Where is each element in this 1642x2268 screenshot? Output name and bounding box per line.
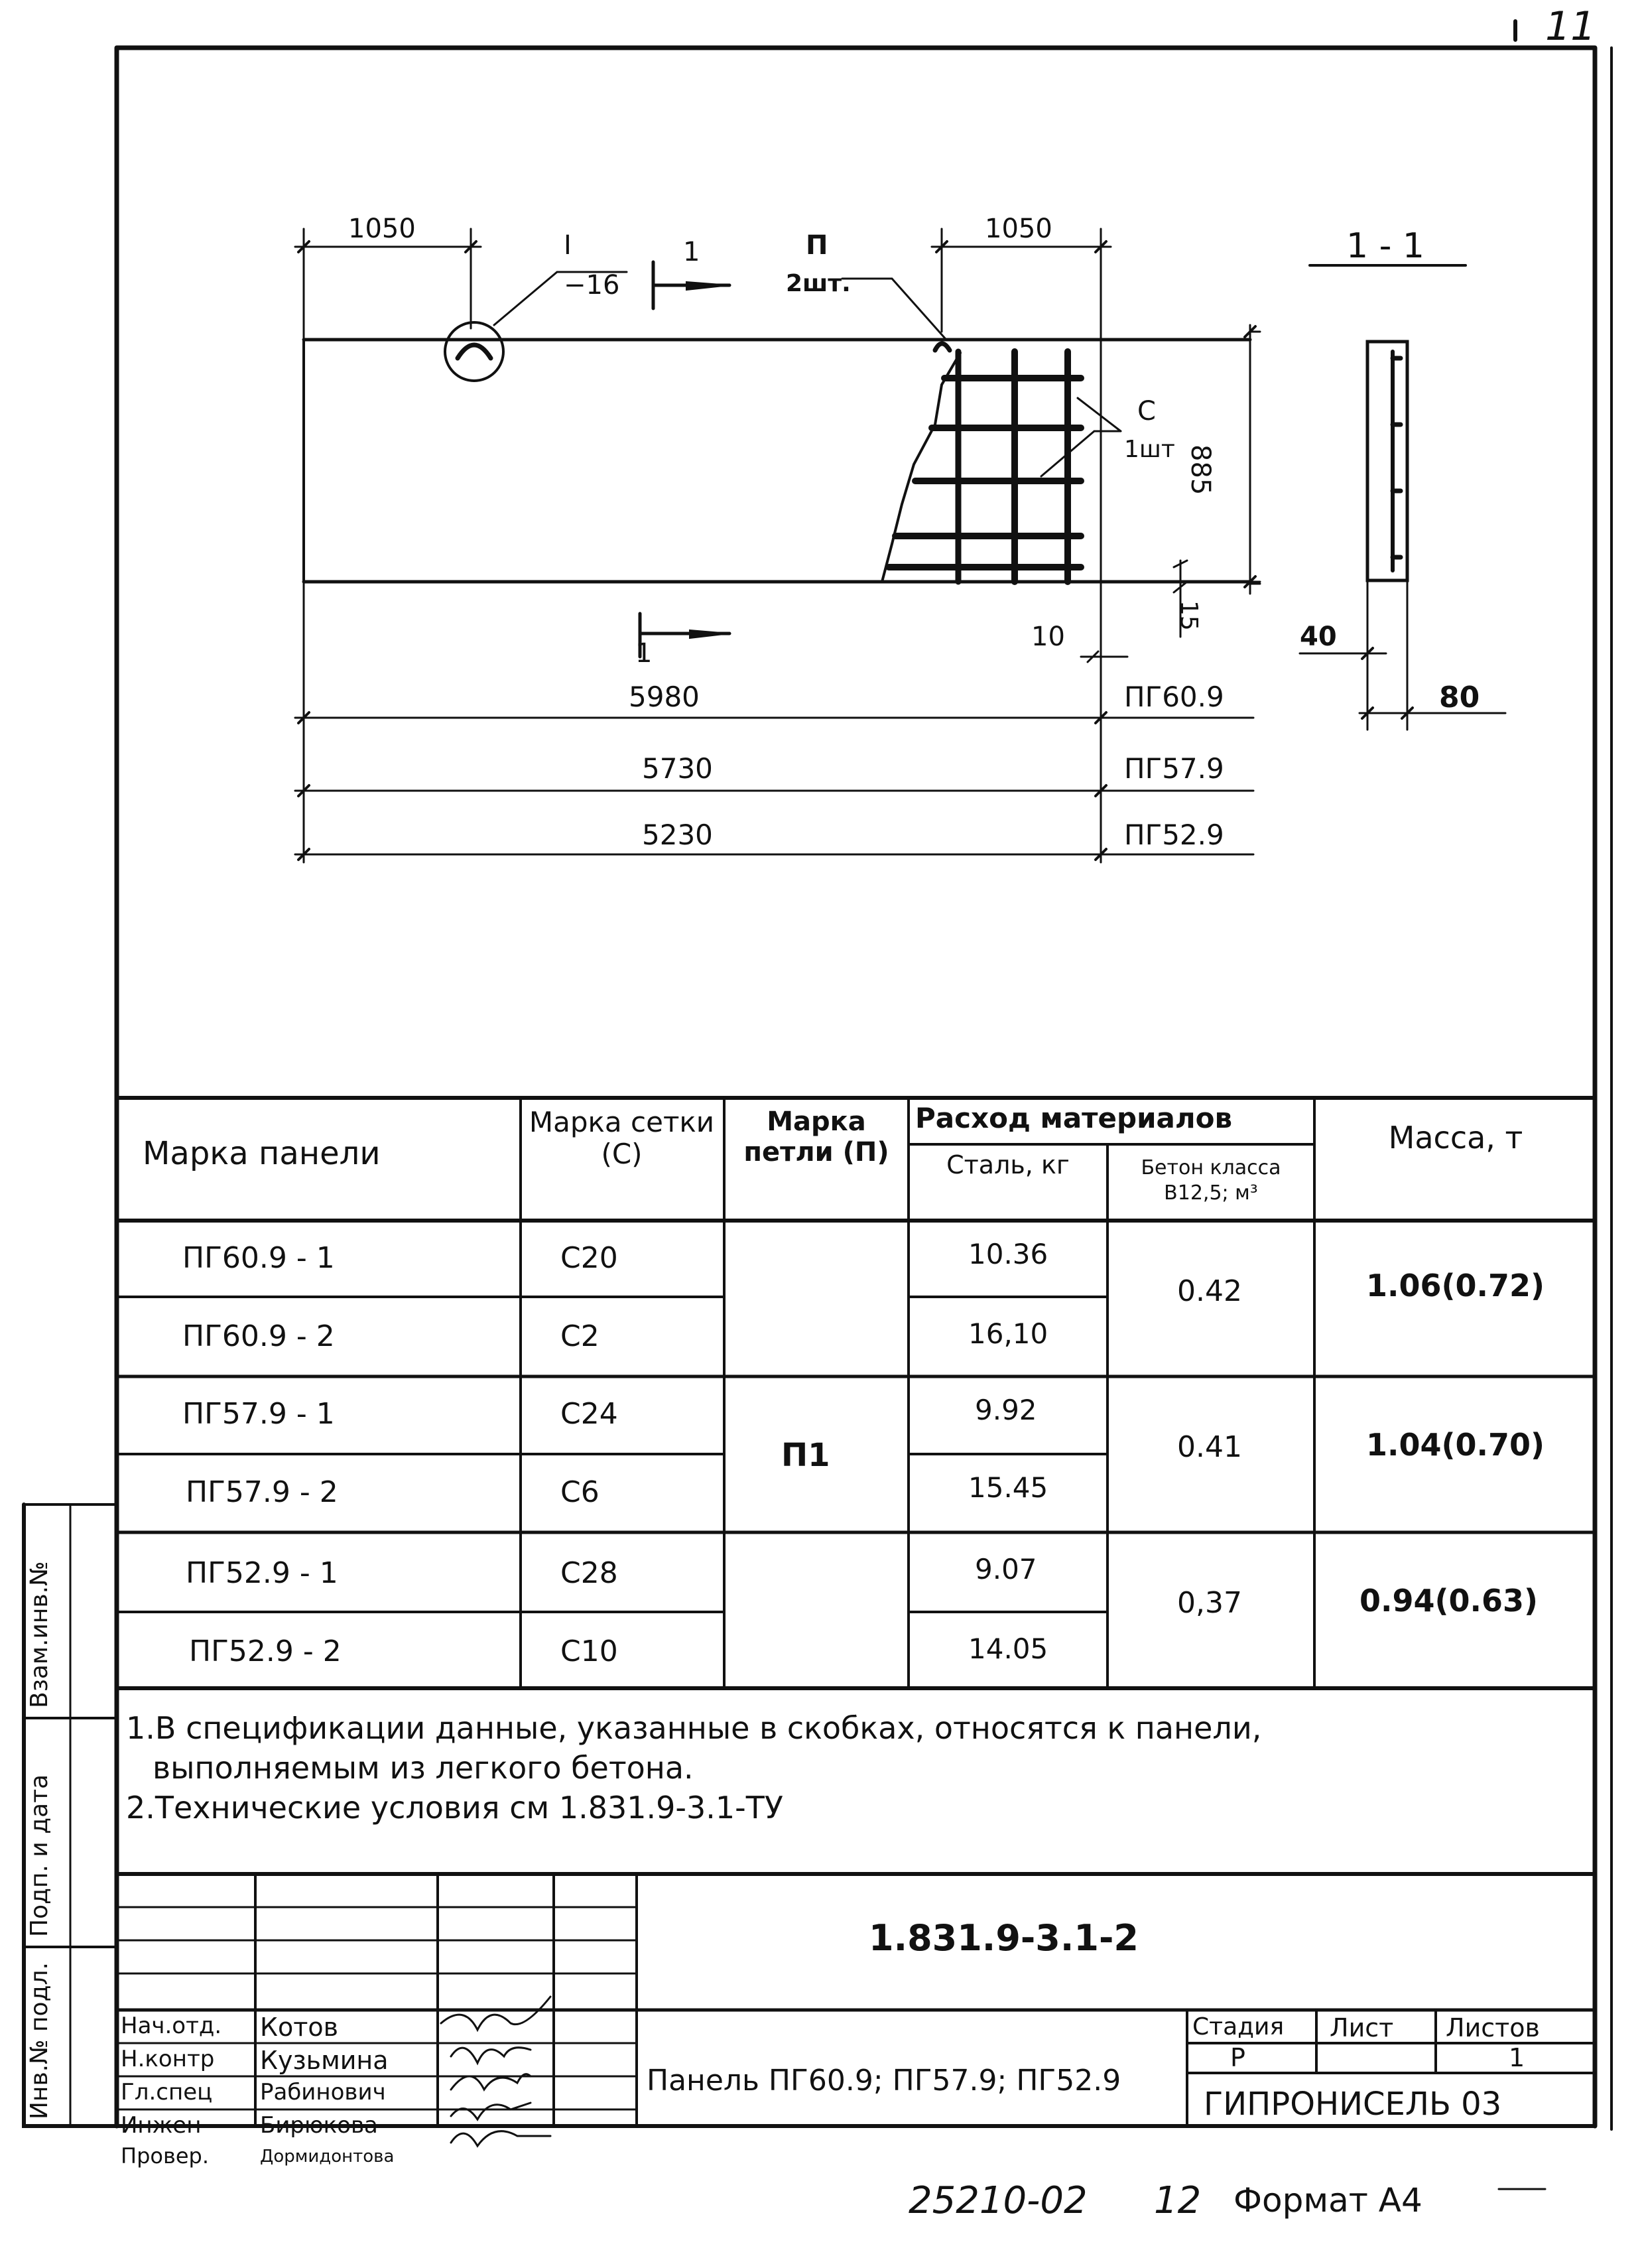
detail-callout: I bbox=[564, 230, 572, 261]
header-materials: Расход материалов bbox=[915, 1102, 1233, 1134]
side-stamp-inv: Инв.№ подл. bbox=[26, 1962, 53, 2119]
table-cell-steel: 15.45 bbox=[968, 1471, 1048, 1504]
note-line-3: 2.Технические условия см 1.831.9-3.1-ТУ bbox=[126, 1790, 783, 1826]
detail-callout-sub: −16 bbox=[564, 270, 620, 300]
table-cell-panel: ПГ52.9 - 1 bbox=[186, 1556, 338, 1590]
loop-label: П bbox=[806, 230, 828, 261]
table-cell-mass: 1.04(0.70) bbox=[1366, 1427, 1545, 1463]
header-steel: Сталь, кг bbox=[946, 1150, 1070, 1179]
table-cell-mesh: С6 bbox=[560, 1475, 600, 1509]
dim-40: 40 bbox=[1300, 622, 1337, 652]
signer-role: Провер. bbox=[121, 2143, 209, 2168]
dim-top-left: 1050 bbox=[348, 214, 416, 244]
section-mark-bottom: 1 bbox=[635, 638, 653, 669]
signer-role: Нач.отд. bbox=[121, 2013, 222, 2039]
signer-name: Котов bbox=[260, 2013, 339, 2042]
table-cell-mass: 1.06(0.72) bbox=[1366, 1268, 1545, 1303]
table-cell-panel: ПГ57.9 - 1 bbox=[182, 1397, 335, 1431]
page-number: 11 bbox=[1545, 3, 1596, 50]
table-cell-mass: 0.94(0.63) bbox=[1359, 1583, 1539, 1619]
note-line-1: 1.В спецификации данные, указанные в скобках, относятся к панели, bbox=[126, 1710, 1262, 1746]
table-cell-panel: ПГ57.9 - 2 bbox=[186, 1475, 338, 1509]
loop-count: 2шт. bbox=[786, 270, 851, 297]
stage-label: Стадия bbox=[1192, 2013, 1285, 2040]
sheet-label: Лист bbox=[1330, 2013, 1394, 2042]
table-cell-mesh: С10 bbox=[560, 1634, 618, 1668]
signer-role: Гл.спец bbox=[121, 2079, 213, 2105]
table-cell-steel: 9.07 bbox=[975, 1553, 1037, 1585]
table-cell-concrete: 0,37 bbox=[1177, 1586, 1242, 1620]
side-stamp-podp: Подп. и дата bbox=[26, 1774, 53, 1937]
organization: ГИПРОНИСЕЛЬ 03 bbox=[1204, 2086, 1502, 2123]
table-cell-steel: 10.36 bbox=[968, 1238, 1048, 1270]
footer-format: Формат А4 bbox=[1233, 2181, 1422, 2220]
footer-num: 12 bbox=[1154, 2179, 1202, 2222]
drawing-title: Панель ПГ60.9; ПГ57.9; ПГ52.9 bbox=[647, 2064, 1121, 2098]
mesh-label: С bbox=[1137, 396, 1156, 427]
table-cell-mesh: С24 bbox=[560, 1397, 618, 1431]
dim-10: 10 bbox=[1031, 622, 1065, 652]
signer-role: Н.контр bbox=[121, 2046, 215, 2072]
mesh-count: 1шт bbox=[1124, 436, 1175, 463]
signer-role: Инжен bbox=[121, 2112, 202, 2139]
height-dim: 885 bbox=[1185, 444, 1216, 496]
table-cell-panel: ПГ60.9 - 2 bbox=[182, 1319, 335, 1353]
length-mark: ПГ60.9 bbox=[1124, 681, 1224, 713]
section-mark-top: 1 bbox=[683, 237, 700, 267]
sheets-value: 1 bbox=[1509, 2043, 1525, 2072]
table-cell-concrete: 0.41 bbox=[1177, 1430, 1242, 1464]
length-mark: ПГ52.9 bbox=[1124, 819, 1224, 851]
table-cell-panel: ПГ52.9 - 2 bbox=[189, 1634, 342, 1668]
length-mark: ПГ57.9 bbox=[1124, 752, 1224, 785]
table-cell-steel: 16,10 bbox=[968, 1317, 1048, 1350]
note-line-2: выполняемым из легкого бетона. bbox=[153, 1750, 694, 1786]
signer-name: Кузьмина bbox=[260, 2046, 389, 2075]
table-cell-mesh: С20 bbox=[560, 1241, 618, 1275]
dim-15: 15 bbox=[1175, 600, 1202, 631]
signer-name: Дормидонтова bbox=[260, 2147, 395, 2167]
table-cell-loop: П1 bbox=[781, 1437, 830, 1474]
side-stamp-vzam: Взам.инв.№ bbox=[26, 1561, 53, 1708]
dim-top-right: 1050 bbox=[985, 214, 1052, 244]
signer-name: Рабинович bbox=[260, 2079, 386, 2105]
length-value: 5730 bbox=[642, 752, 713, 785]
doc-code: 1.831.9-3.1-2 bbox=[869, 1917, 1139, 1959]
table-cell-panel: ПГ60.9 - 1 bbox=[182, 1241, 335, 1275]
signer-name: Бирюкова bbox=[260, 2112, 378, 2139]
table-cell-concrete: 0.42 bbox=[1177, 1274, 1242, 1308]
footer-code: 25210-02 bbox=[909, 2179, 1088, 2222]
table-cell-steel: 14.05 bbox=[968, 1633, 1048, 1665]
table-cell-mesh: С2 bbox=[560, 1319, 600, 1353]
table-cell-steel: 9.92 bbox=[975, 1394, 1037, 1426]
section-title: 1 - 1 bbox=[1346, 226, 1424, 266]
stage-value: Р bbox=[1230, 2043, 1245, 2072]
header-concrete: Бетон класса В12,5; м³ bbox=[1141, 1156, 1281, 1205]
length-value: 5230 bbox=[642, 819, 713, 851]
length-value: 5980 bbox=[629, 681, 700, 713]
header-mesh: Марка сетки (С) bbox=[529, 1106, 715, 1171]
header-mass: Масса, т bbox=[1388, 1120, 1523, 1156]
header-panel: Марка панели bbox=[143, 1135, 381, 1172]
header-loop: Марка петли (П) bbox=[743, 1106, 889, 1167]
dim-80: 80 bbox=[1439, 681, 1480, 714]
sheets-label: Листов bbox=[1446, 2013, 1540, 2042]
table-cell-mesh: С28 bbox=[560, 1556, 618, 1590]
